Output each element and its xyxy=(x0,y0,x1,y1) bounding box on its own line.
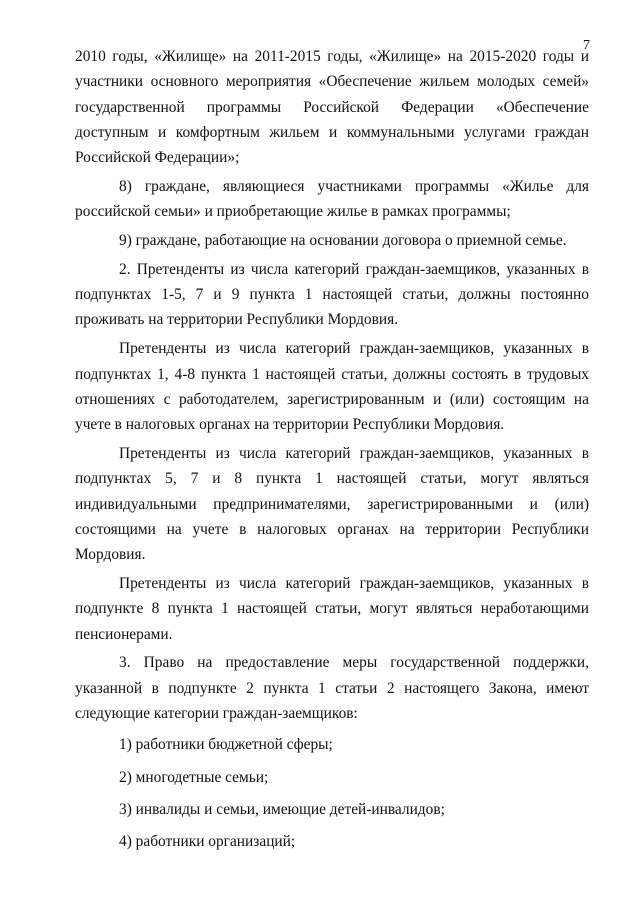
paragraph-entrepreneurs: Претенденты из числа категорий граждан-заемщиков, указанных в подпунктах 5, 7 и 8 пункта 1 настоящей статьи, могут являться индивидуальными предпринимателями, зарегистрированными и (или) состоящими на учете в налоговых органах на территории Республики Мордовия. xyxy=(75,444,589,564)
paragraph-section-2: 2. Претенденты из числа категорий граждан-заемщиков, указанных в подпунктах 1-5, 7 и 9 пункта 1 настоящей статьи, должны постоянно проживать на территории Республики Мордовия. xyxy=(75,260,589,329)
document-body xyxy=(75,44,589,861)
list-item: 4) работники организаций; xyxy=(119,833,296,851)
list-item: 1) работники бюджетной сферы; xyxy=(119,736,333,754)
paragraph-continuation: 2010 годы, «Жилище» на 2011-2015 годы, «Жилище» на 2015-2020 годы и участники основного мероприятия «Обеспечение жильем молодых семей» государственной программы Российской Федерации «Обеспечение доступным и комфортным жильем и коммунальными услугами граждан Российской Федерации»; xyxy=(75,48,589,167)
paragraph-employment-requirement: Претенденты из числа категорий граждан-заемщиков, указанных в подпунктах 1, 4-8 пункта 1 настоящей статьи, должны состоять в трудовых отношениях с работодателем, зарегистрированным и (или) состоящим на учете в налоговых органах на территории Республики Мордовия. xyxy=(75,340,589,434)
paragraph-item-8: 8) граждане, являющиеся участниками программы «Жилье для российской семьи» и приобретающие жилье в рамках программы; xyxy=(75,177,589,221)
paragraph-item-9: 9) граждане, работающие на основании договора о приемной семье. xyxy=(119,232,567,250)
list-item: 3) инвалиды и семьи, имеющие детей-инвалидов; xyxy=(119,800,445,818)
list-item: 2) многодетные семьи; xyxy=(119,768,269,786)
paragraph-pensioners: Претенденты из числа категорий граждан-заемщиков, указанных в подпункте 8 пункта 1 настоящей статьи, могут являться неработающими пенсионерами. xyxy=(75,574,589,643)
page-number: 7 xyxy=(583,38,590,53)
paragraph-section-3: 3. Право на предоставление меры государственной поддержки, указанной в подпункте 2 пункта 1 статьи 2 настоящего Закона, имеют следующие категории граждан-заемщиков: xyxy=(75,654,589,722)
